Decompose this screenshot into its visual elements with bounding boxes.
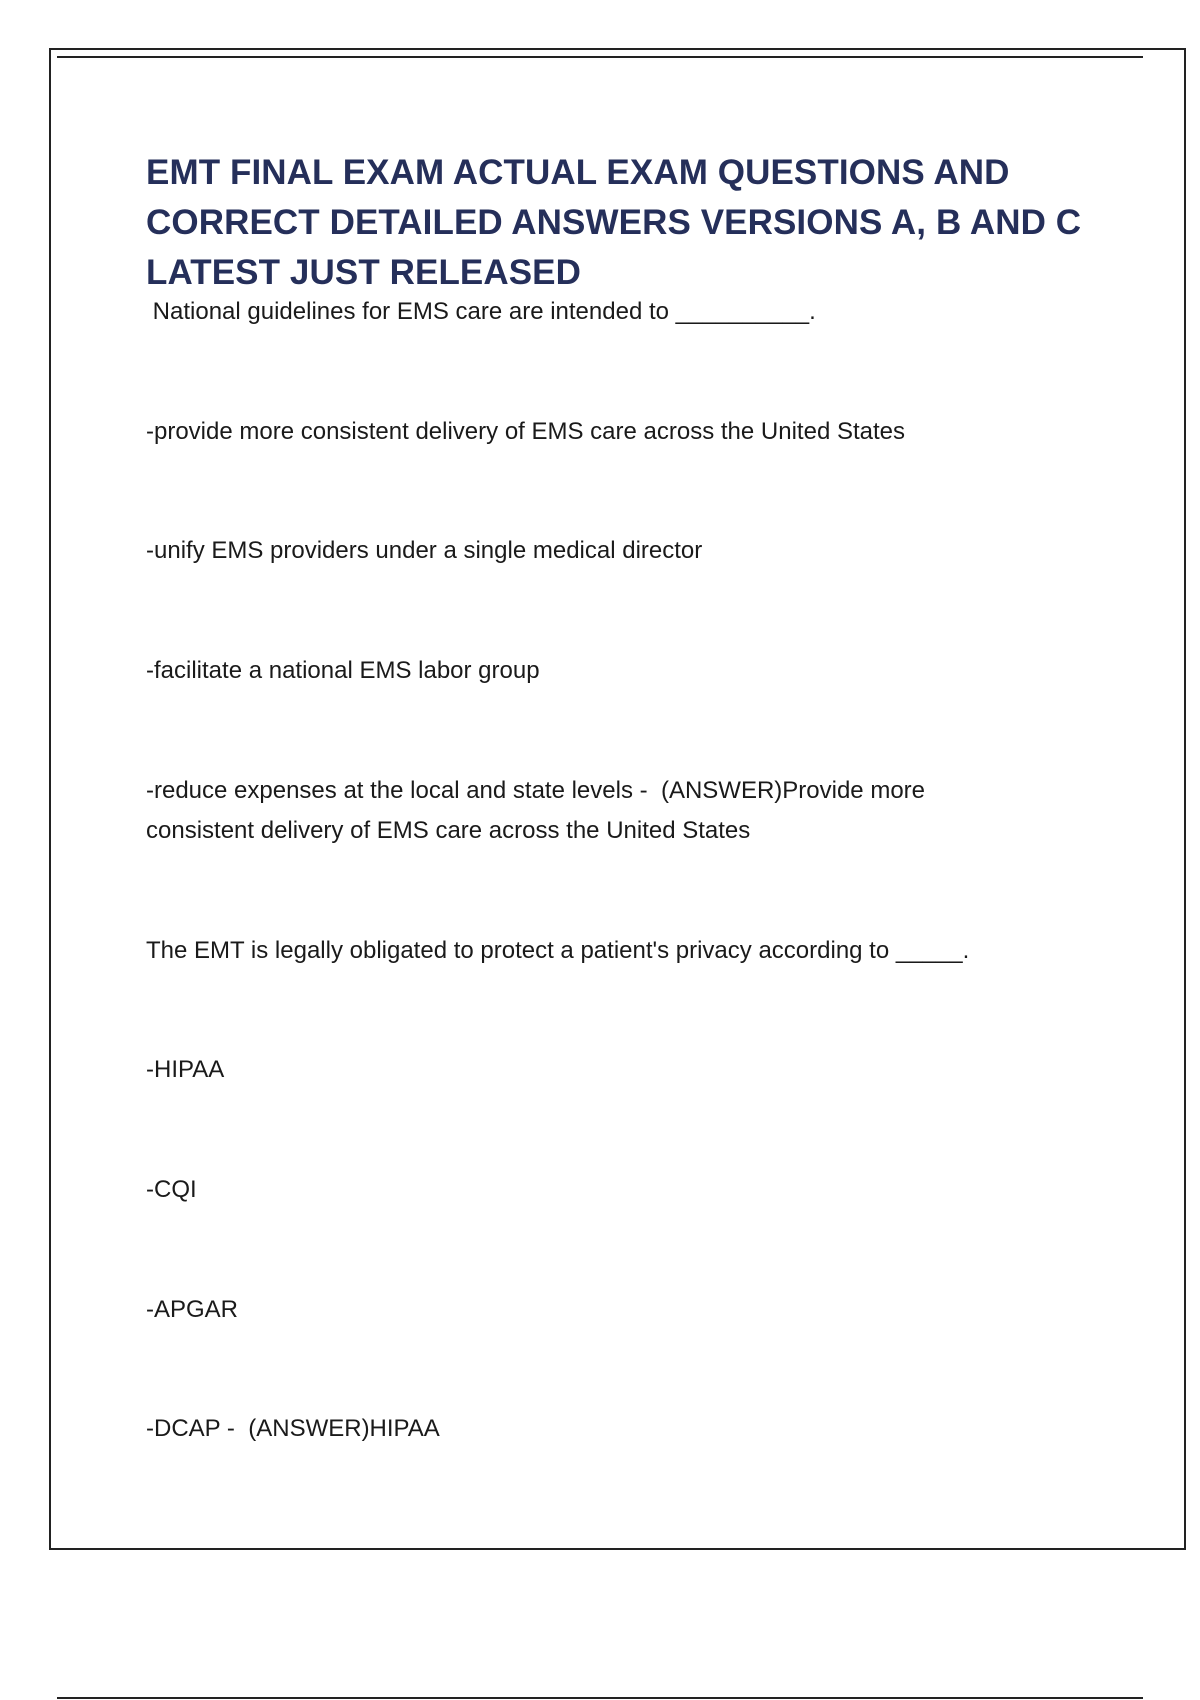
question-1-option-3: -facilitate a national EMS labor group [146, 657, 540, 684]
question-2-option-2: -CQI [146, 1176, 197, 1203]
question-1-option-4-answer: -reduce expenses at the local and state levels - (ANSWER)Provide more consistent delivery of EMS care across the United States [146, 777, 932, 844]
document-title: EMT FINAL EXAM ACTUAL EXAM QUESTIONS AND CORRECT DETAILED ANSWERS VERSIONS A, B AND C LATEST JUST RELEASED [146, 153, 1082, 292]
question-1-prompt: National guidelines for EMS care are intended to __________. [146, 298, 816, 325]
bottom-rule [57, 1697, 1143, 1699]
question-2-option-3: -APGAR [146, 1296, 239, 1323]
question-2-prompt: The EMT is legally obligated to protect a patient's privacy according to _____. [146, 937, 970, 964]
top-rule [57, 56, 1143, 58]
question-1-option-2: -unify EMS providers under a single medical director [146, 537, 703, 564]
question-1-option-1: -provide more consistent delivery of EMS care across the United States [146, 418, 905, 445]
question-2-option-4-answer: -DCAP - (ANSWER)HIPAA [146, 1415, 440, 1442]
question-2-option-1: -HIPAA [146, 1056, 225, 1083]
